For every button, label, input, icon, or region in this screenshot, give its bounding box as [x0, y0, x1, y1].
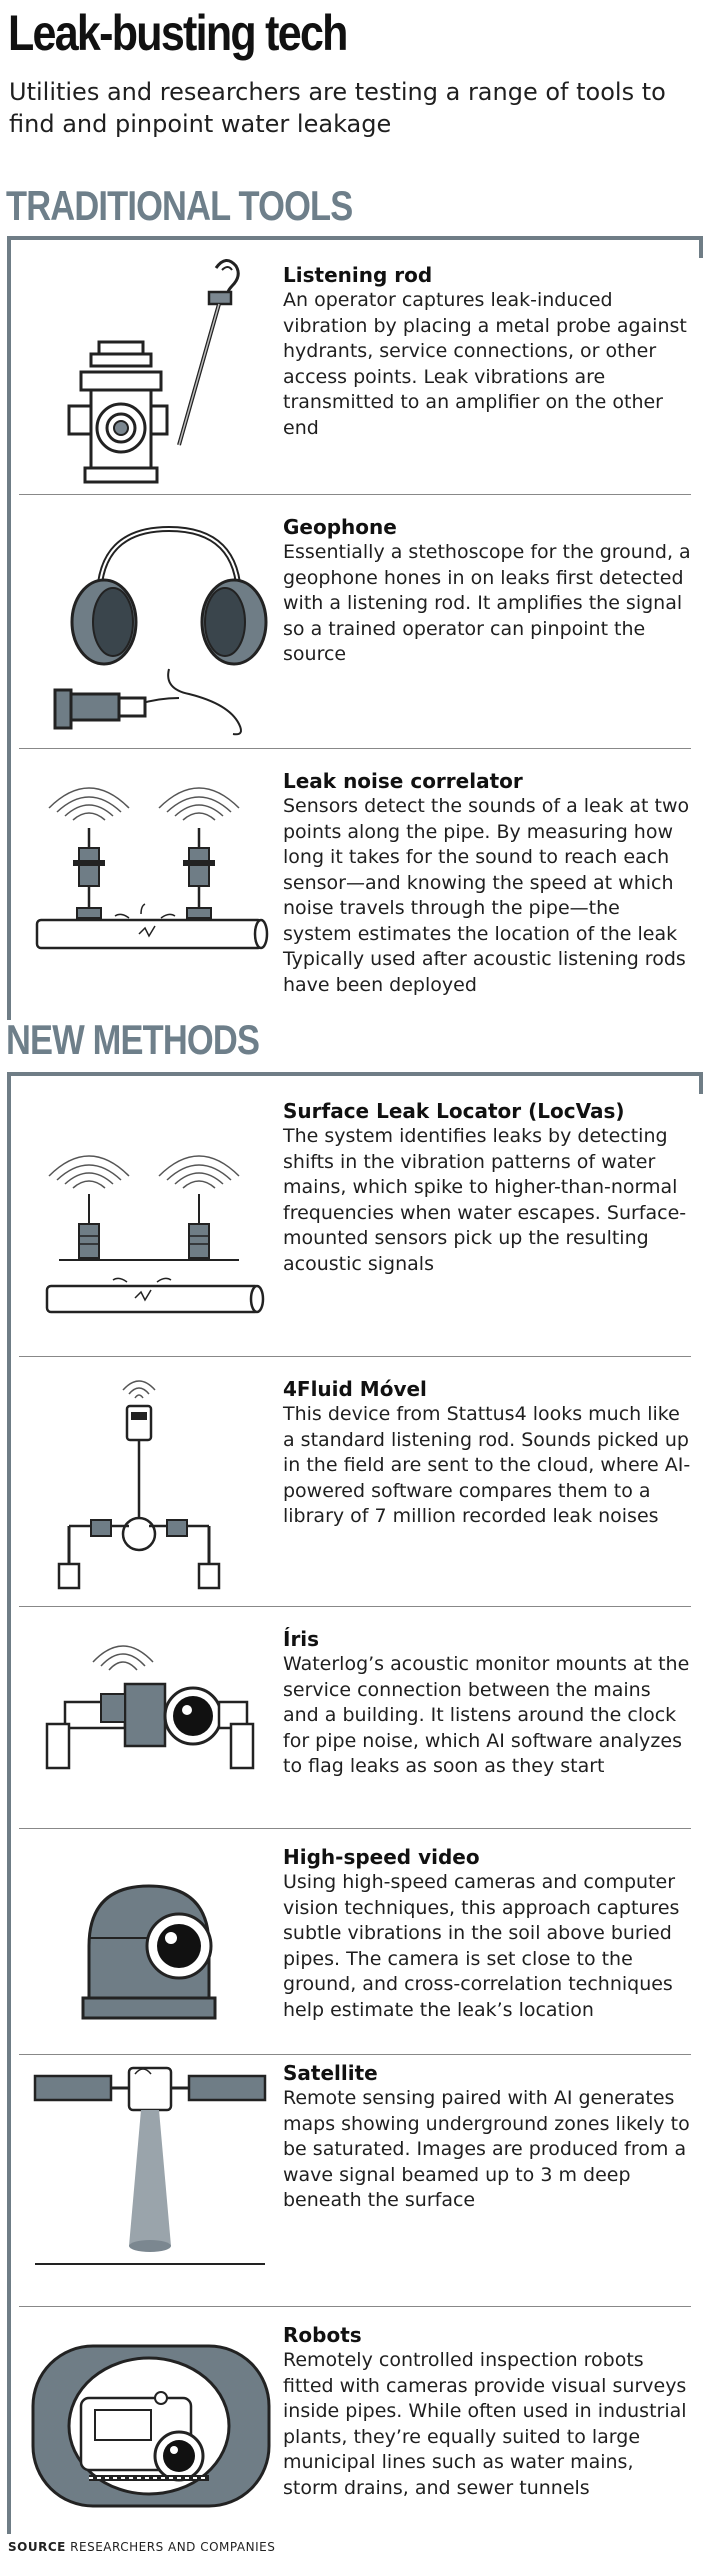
source-text: RESEARCHERS AND COMPANIES [70, 2540, 276, 2554]
item-title: Listening rod [283, 263, 433, 287]
item-title: 4Fluid Móvel [283, 1377, 427, 1401]
item-body: This device from Stattus4 looks much like a standard listening rod. Sounds picked up in the field are sent to the cloud, where AI-powered software compares them to a library of 7 million recorded leak noises [283, 1403, 691, 1527]
item-body: An operator captures leak-induced vibration by placing a metal probe against hydrants, service connections, or other access points. Leak vibrations are transmitted to an amplifier on the other end [283, 289, 687, 439]
section-heading-new: NEW METHODS [6, 1016, 260, 1063]
satellite-illustration [29, 2054, 274, 2306]
traditional-tools-frame [7, 236, 699, 1020]
item-body: Remotely controlled inspection robots fitted with cameras provide visual surveys inside pipes. While often used in industrial plants, they’re equally suited to large municipal lines such as water mains, storm drains, and sewer tunnels [283, 2349, 687, 2499]
surface-sensors-illustration [29, 1076, 274, 1356]
item-body: Sensors detect the sounds of a leak at two points along the pipe. By measuring how long it takes for the sound to reach each sensor—and knowing the speed at which noise travels through the pipe—the system estimates the location of the leak Typically used after acoustic listening rods have been deployed [283, 795, 690, 996]
item-body: Remote sensing paired with AI generates maps showing underground zones likely to be saturated. Images are produced from a wave signal beamed up to 3 m deep beneath the surface [283, 2087, 690, 2211]
item-leak-noise-correlator [11, 748, 699, 1020]
item-title: High-speed video [283, 1845, 480, 1869]
item-body: The system identifies leaks by detecting shifts in the vibration patterns of water mains, which spike to higher-than-normal frequencies when water escapes. Surface-mounted sensors pick up the resulting acoustic signals [283, 1125, 687, 1275]
item-body: Essentially a stethoscope for the ground, a geophone hones in on leaks first detected with a listening rod. It amplifies the signal so a trained operator can pinpoint the source [283, 541, 691, 665]
item-title: Geophone [283, 515, 397, 539]
item-geophone [11, 494, 699, 748]
robot-illustration [29, 2306, 274, 2534]
item-robots [11, 2306, 699, 2534]
item-listening-rod [11, 240, 699, 494]
camera-illustration [29, 1828, 274, 2054]
item-high-speed-video [11, 1828, 699, 2054]
item-locvas [11, 1076, 699, 1356]
leak-noise-correlator-illustration [29, 748, 274, 1020]
iris-monitor-illustration [29, 1606, 274, 1828]
listening-rod-illustration [29, 240, 274, 494]
item-title: Leak noise correlator [283, 769, 523, 793]
geophone-illustration [29, 494, 274, 748]
page-subtitle: Utilities and researchers are testing a range of tools to find and pinpoint water leakage [9, 78, 666, 138]
item-iris [11, 1606, 699, 1828]
item-body: Waterlog’s acoustic monitor mounts at the service connection between the mains and a building. It listens around the clock for pipe noise, which AI software analyzes to flag leaks as soon as they start [283, 1653, 690, 1777]
item-4fluid-movel [11, 1356, 699, 1606]
source-label: SOURCE [8, 2540, 66, 2554]
page-title: Leak-busting tech [8, 5, 347, 61]
section-heading-traditional: TRADITIONAL TOOLS [6, 182, 353, 229]
item-title: Surface Leak Locator (LocVas) [283, 1099, 625, 1123]
item-title: Robots [283, 2323, 362, 2347]
new-methods-frame [7, 1072, 699, 2534]
4fluid-device-illustration [29, 1356, 274, 1606]
item-title: Satellite [283, 2061, 378, 2085]
item-body: Using high-speed cameras and computer vision techniques, this approach captures subtle vibrations in the soil above buried pipes. The camera is set close to the ground, and cross-correlation techniques help estimate the leak’s location [283, 1871, 680, 2021]
item-satellite [11, 2054, 699, 2306]
source-credit [8, 2540, 275, 2554]
item-title: Íris [283, 1627, 320, 1651]
